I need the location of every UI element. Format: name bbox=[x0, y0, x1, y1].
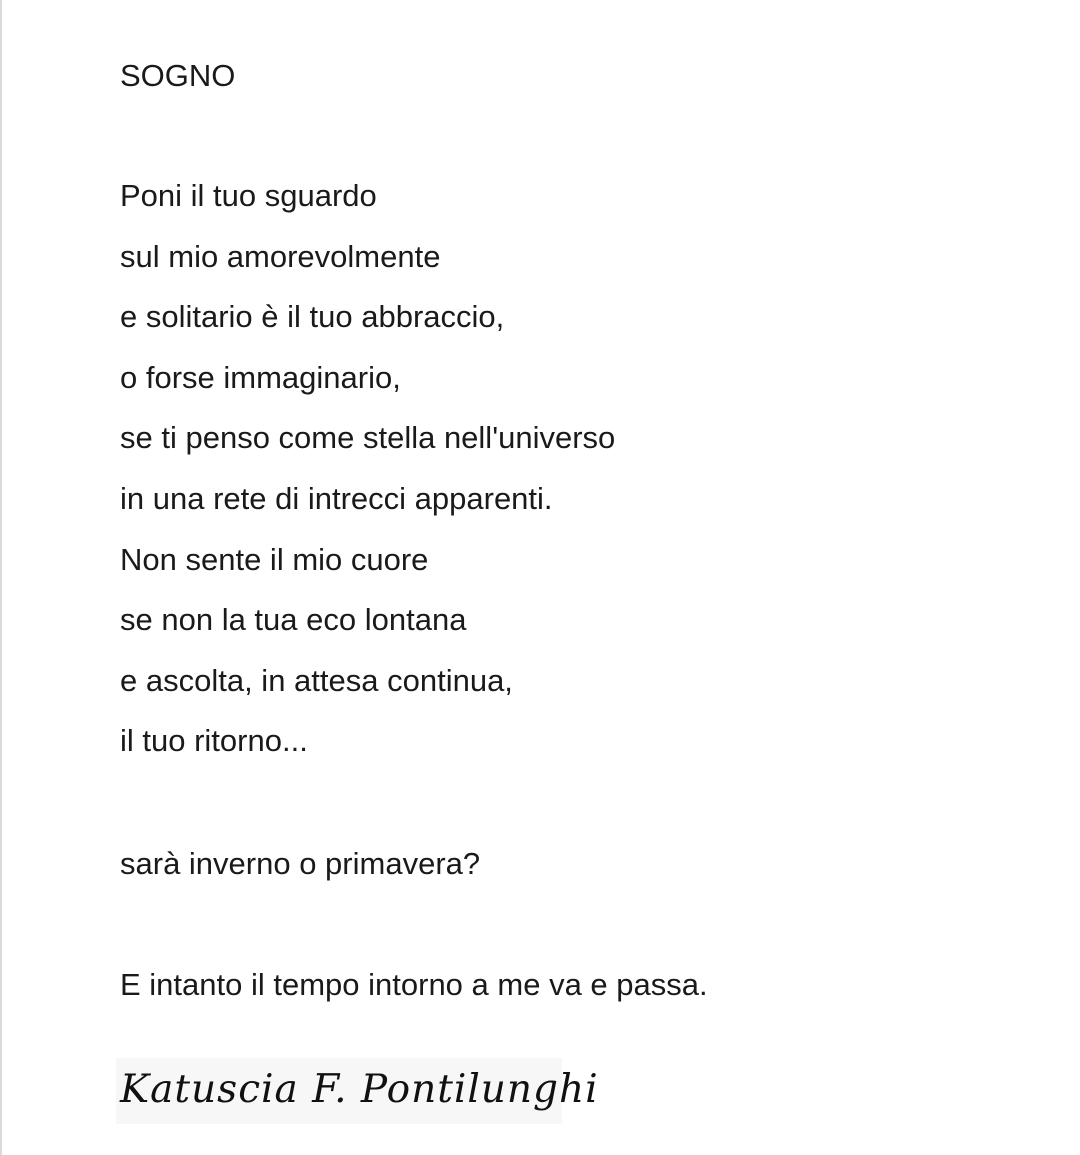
poem-title: SOGNO bbox=[120, 58, 236, 93]
poem-question-line: sarà inverno o primavera? bbox=[120, 846, 481, 881]
poem-closing-line: E intanto il tempo intorno a me va e passa. bbox=[120, 967, 708, 1002]
poem-line: in una rete di intrecci apparenti. bbox=[120, 480, 553, 516]
author-signature: Katuscia F. Pontilunghi bbox=[120, 1067, 599, 1112]
poem-line: e solitario è il tuo abbraccio, bbox=[120, 299, 505, 335]
poem-line: Poni il tuo sguardo bbox=[120, 178, 377, 213]
poem-line: Non sente il mio cuore bbox=[120, 541, 429, 577]
poem-line: e ascolta, in attesa continua, bbox=[120, 662, 513, 698]
poem-line: se non la tua eco lontana bbox=[120, 602, 467, 638]
poem-stanza bbox=[120, 166, 615, 772]
poem-line: sul mio amorevolmente bbox=[120, 238, 441, 274]
poem-line: o forse immaginario, bbox=[120, 359, 401, 395]
poem-line: il tuo ritorno... bbox=[120, 723, 308, 759]
poem-line: se ti penso come stella nell'universo bbox=[120, 420, 616, 456]
page-left-edge bbox=[0, 0, 2, 1155]
signature-block bbox=[116, 1058, 599, 1124]
